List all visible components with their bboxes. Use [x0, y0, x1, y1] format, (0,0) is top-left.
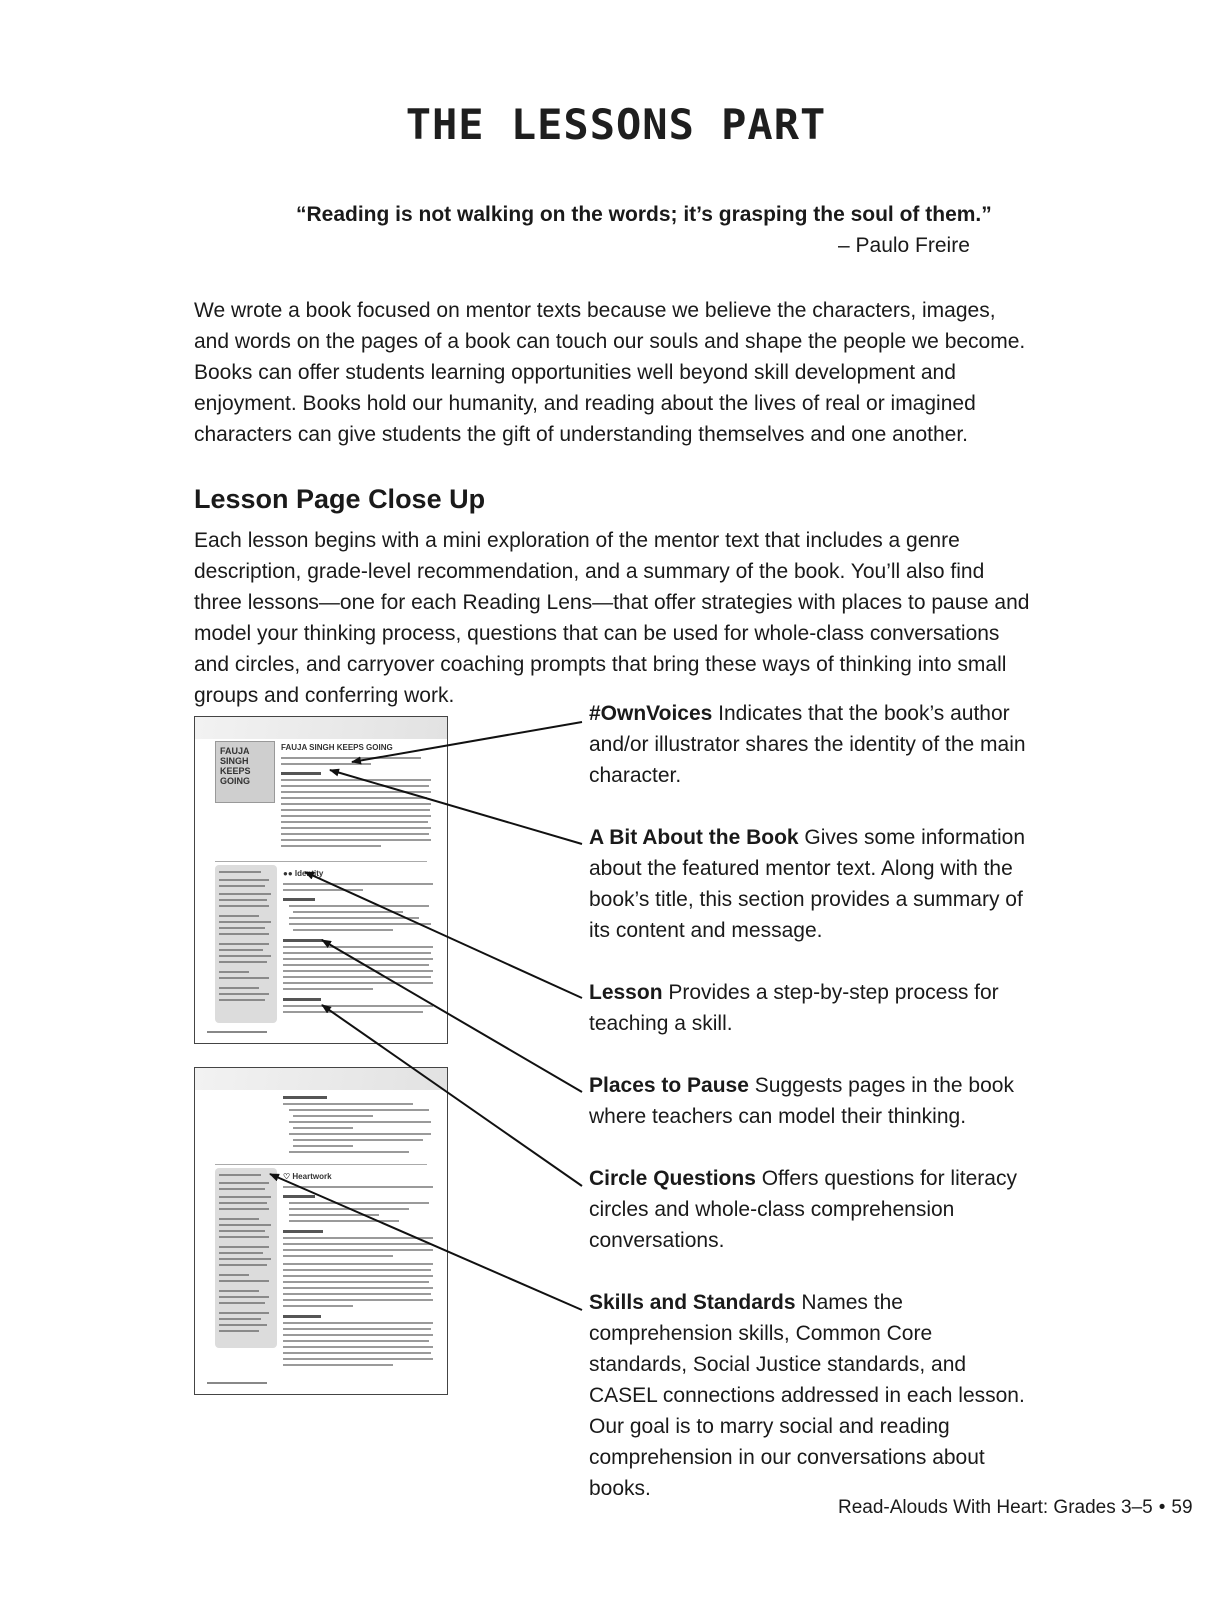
arrow-skills-standards: [270, 1174, 582, 1310]
annotation-text: Suggests pages in the book where teachers can model their thinking.: [589, 1074, 1014, 1128]
intro-paragraph: We wrote a book focused on mentor texts because we believe the characters, images, and words on the pages of a book can touch our souls and shape the people we become. Books can offer students learning opportunities well beyond skill development and enjoyment. Books hold our humanity, and reading about the lives of real or imagined characters can give students the gift of understanding themselves and one another.: [194, 299, 1026, 446]
annotation-term: Circle Questions: [589, 1167, 756, 1190]
arrow-lesson: [305, 872, 582, 998]
arrow-about-book: [330, 770, 582, 844]
lens-label: Heartwork: [292, 1172, 332, 1181]
section-heading: Lesson Page Close Up: [194, 484, 486, 514]
book-cover-title: FAUJA SINGH KEEPS GOING: [220, 746, 251, 786]
book-title-heading: FAUJA SINGH KEEPS GOING: [281, 743, 393, 752]
epigraph-quote: “Reading is not walking on the words; it’s grasping the soul of them.”: [296, 203, 992, 226]
arrow-circle-questions: [322, 1005, 582, 1186]
annotation-term: Skills and Standards: [589, 1291, 796, 1314]
annotation-term: Places to Pause: [589, 1074, 749, 1097]
page-footer: [838, 1497, 1193, 1519]
annotation-term: Lesson: [589, 981, 663, 1004]
footer-page-number: 59: [1171, 1497, 1193, 1518]
annotation-text: Indicates that the book’s author and/or illustrator shares the identity of the main character.: [589, 702, 1026, 787]
footer-book-title: Read-Alouds With Heart: Grades 3–5: [838, 1497, 1153, 1518]
annotation-text: Gives some information about the featured mentor text. Along with the book’s title, this section provides a summary of its content and message.: [589, 826, 1026, 942]
people-icon: ●●: [283, 869, 293, 878]
section-paragraph: Each lesson begins with a mini exploration of the mentor text that includes a genre description, grade-level recommendation, and a summary of the book. You’ll also find three lessons—one for each Reading Lens—that offer strategies with places to pause and model your thinking process, questions that can be used for whole-class conversations and circles, and carryover coaching prompts that bring these ways of thinking into small groups and conferring work.: [194, 529, 1030, 707]
annotation-text: Offers questions for literacy circles and whole-class comprehension conversations.: [589, 1167, 1017, 1252]
page-title: THE LESSONS PART: [405, 100, 827, 149]
arrow-ownvoices: [352, 722, 582, 762]
arrow-group: [270, 722, 582, 1310]
arrow-places-to-pause: [322, 940, 582, 1092]
annotation-term: A Bit About the Book: [589, 826, 799, 849]
heart-icon: ♡: [283, 1172, 291, 1181]
lens-label: Identity: [294, 869, 324, 878]
epigraph-attribution: – Paulo Freire: [838, 234, 970, 257]
footer-bullet: •: [1158, 1497, 1166, 1518]
annotation-text: Names the comprehension skills, Common Core standards, Social Justice standards, and CASEL connections addressed in each lesson. Our goal is to marry social and reading comprehension in our conversations about books.: [589, 1291, 1025, 1500]
annotation-text: Provides a step-by-step process for teaching a skill.: [589, 981, 999, 1035]
annotation-term: #OwnVoices: [589, 702, 713, 725]
